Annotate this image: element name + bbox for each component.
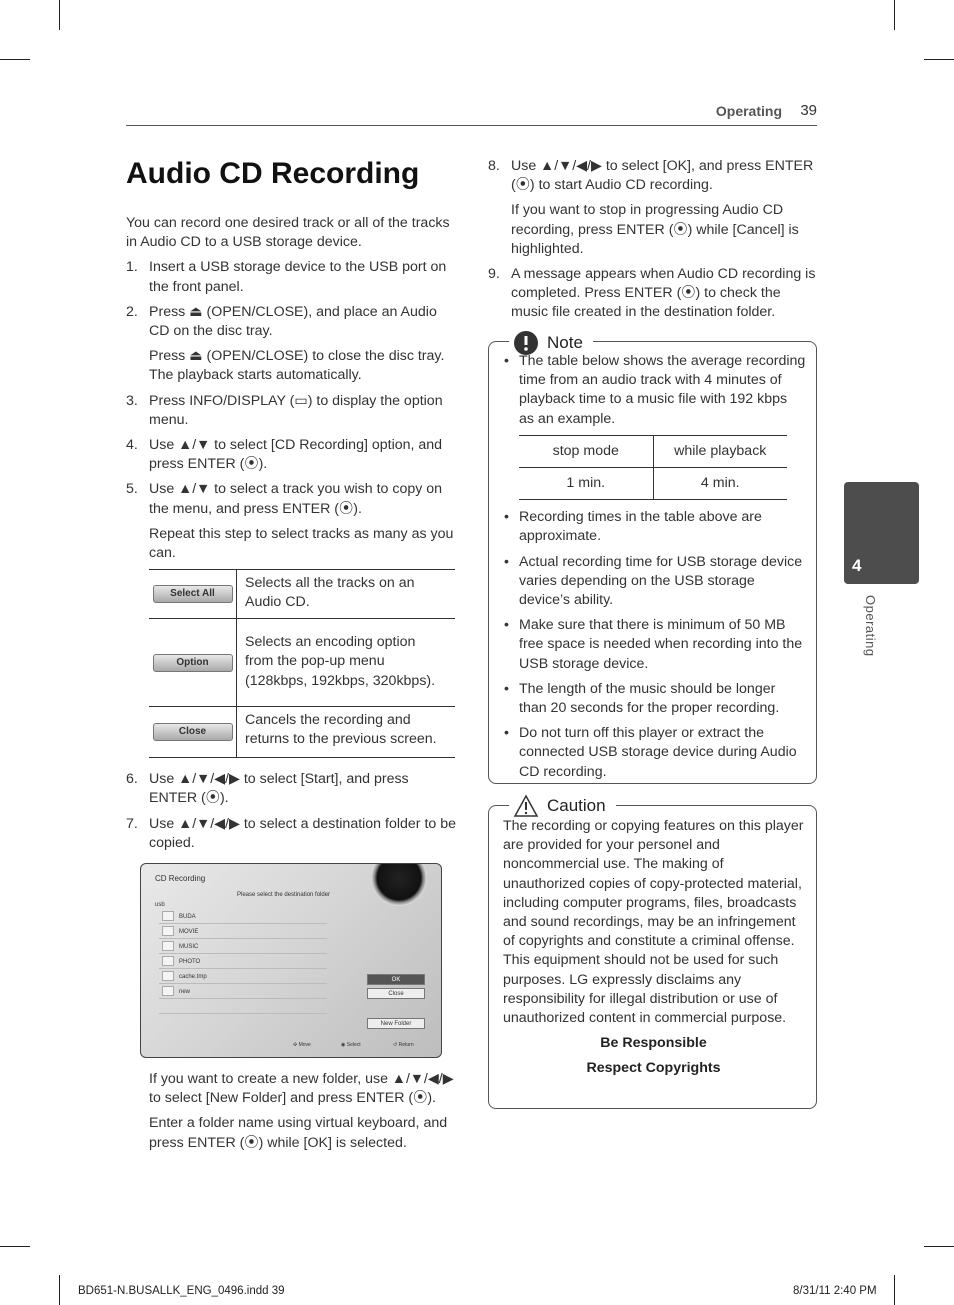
caution-text: The recording or copying features on this player are provided for your personel and noncommercial use. The making of unauthorized copies of copy-protected material, including computer programs, files, broadcasts and sound recordings, may be an infringement of copyrights and constitute a criminal offense. This equipment should not be used for such purposes. LG expressly disclaims any responsibility for illegal distribution or use of unauthorized content in commercial purpose. <box>503 818 804 1027</box>
hint-move: ✣ Move <box>293 1042 311 1049</box>
recording-time-table <box>519 435 787 500</box>
select-all-button[interactable]: Select All <box>153 585 233 603</box>
be-responsible: Be Responsible <box>600 1035 707 1052</box>
step-9: 9. A message appears when Audio CD recording is completed. Press ENTER (⦿) to check the music file created in the destination folder. <box>488 266 816 321</box>
respect-copyrights: Respect Copyrights <box>586 1060 721 1077</box>
crop-mark <box>0 1246 30 1247</box>
note-bullet: • Do not turn off this player or extract the connected USB storage device during Audio CD recording. <box>501 724 806 782</box>
note-bullet: • The table below shows the average recording time from an audio track with 4 minutes of playback time to a music file with 192 kbps as an example. <box>501 352 806 429</box>
folder-icon <box>162 926 174 936</box>
disc-decoration <box>371 863 427 906</box>
option-description: Selects all the tracks on an Audio CD. <box>245 575 415 611</box>
option-button[interactable]: Option <box>153 654 233 672</box>
table-row <box>519 435 787 467</box>
intro-text: You can record one desired track or all of the tracks in Audio CD to a USB storage device. <box>126 215 450 251</box>
step-2-note: Press ⏏ (OPEN/CLOSE) to close the disc tray. The playback starts automatically. <box>149 348 445 384</box>
hint-return: ↺ Return <box>393 1042 414 1049</box>
close-button[interactable]: Close <box>153 723 233 741</box>
step-4: 4. Use ▲/▼ to select [CD Recording] option, and press ENTER (⦿). <box>126 437 443 473</box>
new-folder-button[interactable]: New Folder <box>367 1018 425 1029</box>
table-row <box>149 619 455 707</box>
step-8-note: If you want to stop in progressing Audio CD recording, press ENTER (⦿) while [Cancel] is highlighted. <box>511 202 799 257</box>
note-bullet: • The length of the music should be longer than 20 seconds for the proper recording. <box>501 680 806 718</box>
crop-mark <box>894 0 895 30</box>
list-item[interactable]: MUSIC <box>159 940 327 954</box>
screen-title: CD Recording <box>155 874 206 884</box>
caution-box <box>488 796 817 1109</box>
table-cell: while playback <box>653 435 787 467</box>
step-7-note-2: Enter a folder name using virtual keyboard, and press ENTER (⦿) while [OK] is selected. <box>149 1115 448 1151</box>
left-column <box>126 214 456 1159</box>
folder-icon <box>162 941 174 951</box>
list-item[interactable]: MOVIE <box>159 925 327 939</box>
root-folder: usb <box>155 902 165 909</box>
note-box <box>488 333 817 784</box>
folder-icon <box>162 911 174 921</box>
step-5: 5. Use ▲/▼ to select a track you wish to copy on the menu, and press ENTER (⦿). <box>126 481 443 517</box>
close-button[interactable]: Close <box>367 988 425 999</box>
step-7-note-1: If you want to create a new folder, use ▲/▼/◀/▶ to select [New Folder] and press ENTER (⦿). <box>149 1071 454 1107</box>
step-5-note: Repeat this step to select tracks as many as you can. <box>149 525 454 562</box>
folder-icon <box>162 971 174 981</box>
list-item[interactable]: BUDA <box>159 910 327 924</box>
hint-select: ◉ Select <box>341 1042 361 1049</box>
screen-prompt: Please select the destination folder <box>237 892 331 899</box>
crop-mark <box>0 59 30 60</box>
crop-mark <box>59 1275 60 1305</box>
note-bullet: • Make sure that there is minimum of 50 MB free space is needed when recording into the USB storage device. <box>501 616 806 674</box>
list-item[interactable]: PHOTO <box>159 955 327 969</box>
table-cell: 4 min. <box>653 468 787 500</box>
folder-icon <box>162 956 174 966</box>
table-cell: 1 min. <box>519 468 653 500</box>
folder-icon <box>162 986 174 996</box>
crop-mark <box>894 1275 895 1305</box>
footer-date: 8/31/11 2:40 PM <box>793 1285 877 1297</box>
crop-mark <box>59 0 60 30</box>
page-title: Audio CD Recording <box>126 157 420 190</box>
step-1: 1. Insert a USB storage device to the USB port on the front panel. <box>126 259 447 295</box>
table-cell: stop mode <box>519 435 653 467</box>
step-3: 3. Press INFO/DISPLAY (▭) to display the option menu. <box>126 392 443 428</box>
crop-mark <box>924 1246 954 1247</box>
chapter-number: 4 <box>852 556 862 575</box>
caution-title: Caution <box>509 794 616 818</box>
footer-file: BD651-N.BUSALLK_ENG_0496.indd 39 <box>78 1285 285 1297</box>
note-bullet: • Recording times in the table above are approximate. <box>501 508 806 546</box>
cd-recording-screenshot <box>140 863 442 1058</box>
page-header <box>126 100 817 126</box>
table-row <box>149 570 455 619</box>
step-6: 6. Use ▲/▼/◀/▶ to select [Start], and press ENTER (⦿). <box>126 771 409 807</box>
ok-button[interactable]: OK <box>367 974 425 985</box>
step-7: 7. Use ▲/▼/◀/▶ to select a destination folder to be copied. <box>126 815 457 851</box>
option-description: Selects an encoding option from the pop-up menu (128kbps, 192kbps, 320kbps). <box>245 634 436 689</box>
step-2: 2. Press ⏏ (OPEN/CLOSE), and place an Audio CD on the disc tray. <box>126 303 437 340</box>
chapter-label: Operating <box>863 595 878 657</box>
option-description: Cancels the recording and returns to the previous screen. <box>245 712 437 748</box>
list-item <box>159 1000 327 1014</box>
list-item[interactable]: new <box>159 985 327 999</box>
header-section: Operating <box>715 103 782 119</box>
step-8: 8. Use ▲/▼/◀/▶ to select [OK], and press ENTER (⦿) to start Audio CD recording. <box>488 158 814 194</box>
warning-icon <box>513 794 539 818</box>
list-item[interactable]: cache.tmp <box>159 970 327 984</box>
table-row <box>519 468 787 500</box>
table-row <box>149 707 455 757</box>
right-column <box>488 157 820 329</box>
page-number: 39 <box>800 102 817 119</box>
options-table <box>149 569 455 758</box>
crop-mark <box>924 59 954 60</box>
note-title: Note <box>509 330 593 356</box>
note-bullet: • Actual recording time for USB storage device varies depending on the USB storage device’s ability. <box>501 553 806 611</box>
